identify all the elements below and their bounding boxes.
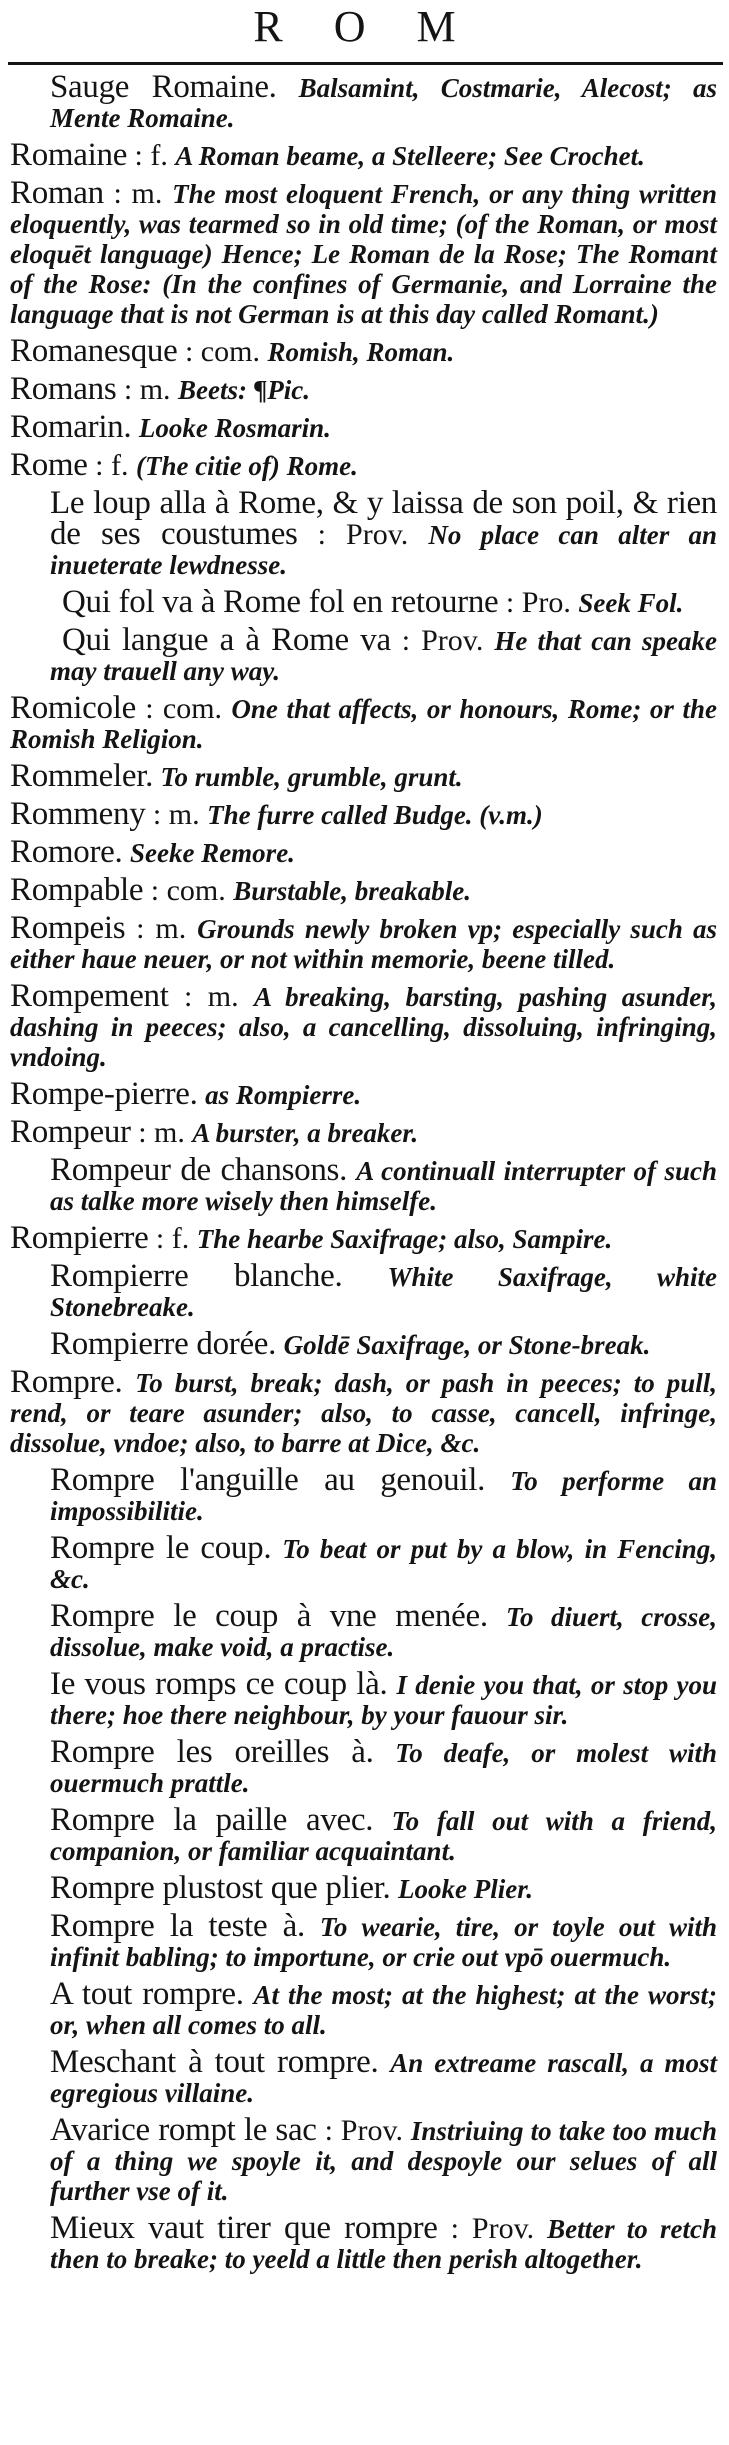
dictionary-entry [10,1802,718,1866]
entry-definition: He that can speake may trauell any way. [50,626,717,686]
entry-headword: Rompement [10,978,169,1014]
entry-definition: To wearie, tire, or toyle out with infinit babling; to importune, or crie out vpō ouermuch. [50,1912,717,1972]
entry-grammar: : f. [134,139,168,172]
entry-definition: An extreame rascall, a most egregious villaine. [50,2048,717,2108]
entry-headword: A tout rompre. [50,1976,244,2012]
entry-grammar: : m. [136,912,187,945]
entry-headword: Sauge Romaine. [50,69,277,105]
entry-headword: Qui fol va à Rome fol en retourne [62,584,499,620]
dictionary-entry [10,1152,717,1216]
entry-definition: A Roman beame, a Stelleere; See Crochet. [175,141,645,171]
dictionary-entry [10,2044,717,2108]
entry-grammar: : m. [152,798,200,831]
entry-definition: Goldē Saxifrage, or Stone-break. [283,1330,651,1360]
dictionary-entry [10,910,718,974]
entry-headword: Roman [10,175,104,211]
dictionary-entry [10,485,718,580]
dictionary-entry [10,1326,717,1362]
dictionary-entry [10,1114,717,1150]
entry-headword: Mieux vaut tirer que rompre [50,2210,438,2246]
entry-grammar: : m. [123,373,171,406]
entry-definition: Seeke Remore. [129,838,295,868]
dictionary-entry [10,1258,717,1322]
entry-definition: To burst, break; dash, or pash in peeces; to pull, rend, or teare asunder; also, to casse, cancell, infringe, dissolue, vndoe; also, to barre at Dice, &c. [10,1368,717,1458]
entry-definition: as Rompierre. [205,1080,362,1110]
entry-grammar: : com. [145,692,223,725]
entry-headword: Rommeny [10,796,146,832]
entry-definition: To deafe, or molest with ouermuch prattle. [50,1738,717,1798]
entry-definition: White Saxifrage, white Stonebreake. [50,1262,717,1322]
entry-headword: Rommeler. [10,758,154,794]
entry-list [10,69,718,2281]
entry-grammar: : Prov. [324,2114,404,2147]
dictionary-entry [10,1364,717,1458]
entry-headword: Rompre les oreilles à. [50,1734,374,1770]
entry-headword: Rompre la paille avec. [50,1802,374,1838]
entry-definition: A breaking, barsting, pashing asunder, dashing in peeces; also, a cancelling, dissoluing, infringing, vndoing. [10,982,718,1072]
entry-grammar: : m. [138,1116,185,1149]
dictionary-entry [10,333,717,369]
entry-headword: Rompre plustost que plier. [50,1870,391,1906]
entry-headword: Rompable [10,872,144,908]
page-title: R O M [253,2,476,51]
dictionary-entry [10,622,717,686]
entry-grammar: : m. [113,177,163,210]
dictionary-entry [10,1666,717,1730]
dictionary-entry [10,834,717,870]
entry-definition: A burster, a breaker. [192,1118,419,1148]
entry-headword: Romaine [10,137,128,173]
entry-definition: At the most; at the highest; at the worst; or, when all comes to all. [50,1980,717,2040]
dictionary-entry [10,175,718,329]
entry-headword: Romicole [10,690,136,726]
entry-definition: Romish, Roman. [267,337,455,367]
entry-headword: Rome [10,447,88,483]
dictionary-entry [10,978,718,1072]
entry-definition: The hearbe Saxifrage; also, Sampire. [196,1224,613,1254]
entry-grammar: : com. [184,335,260,368]
dictionary-entry [10,2210,718,2274]
entry-grammar: : Prov. [450,2212,535,2245]
entry-headword: Rompre l'anguille au genouil. [50,1462,486,1498]
entry-definition: One that affects, or honours, Rome; or the Romish Religion. [10,694,717,754]
entry-definition: (The citie of) Rome. [135,451,358,481]
entry-headword: Rompre. [10,1364,123,1400]
entry-headword: Le loup alla à Rome, & y laissa de son poil, & rien de ses coustumes [50,485,717,552]
header-rule [8,62,723,65]
entry-headword: Romans [10,371,117,407]
entry-headword: Meschant à tout rompre. [50,2044,379,2080]
entry-definition: No place can alter an inueterate lewdnesse. [50,520,718,580]
entry-definition: Balsamint, Costmarie, Alecost; as Mente Romaine. [50,73,718,133]
entry-grammar: : f. [95,449,129,482]
entry-definition: Seek Fol. [578,588,684,618]
dictionary-entry [10,758,717,794]
entry-definition: The most eloquent French, or any thing written eloquently, was tearmed so in old time; (of the Roman, or most eloquēt language) Hence; Le Roman de la Rose; The Romant of the Rose: (In the confines of Germanie, and Lorraine the language that is not German is at this day called Romant.) [10,179,718,329]
dictionary-entry [10,872,717,908]
entry-definition: I denie you that, or stop you there; hoe there neighbour, by your fauour sir. [50,1670,717,1730]
dictionary-entry [10,69,718,133]
dictionary-entry [10,371,717,407]
entry-headword: Rompierre blanche. [50,1258,343,1294]
entry-grammar: : f. [155,1222,190,1255]
entry-grammar: : com. [150,874,226,907]
entry-headword: Rompre le coup à vne menée. [50,1598,488,1634]
entry-definition: To beat or put by a blow, in Fencing, &c. [50,1534,718,1594]
entry-definition: Grounds newly broken vp; especially such as either haue neuer, or not within memorie, beene tilled. [10,914,718,974]
entry-definition: A continuall interrupter of such as talke more wisely then himselfe. [50,1156,717,1216]
entry-grammar: : m. [184,980,239,1013]
entry-definition: To performe an impossibilitie. [50,1466,717,1526]
dictionary-entry [10,1462,717,1526]
dictionary-entry [10,1870,717,1906]
entry-headword: Avarice rompt le sac [50,2112,317,2148]
entry-definition: To rumble, grumble, grunt. [160,762,463,792]
entry-headword: Ie vous romps ce coup là. [50,1666,388,1702]
dictionary-entry [10,1734,717,1798]
entry-headword: Romore. [10,834,123,870]
dictionary-entry [10,447,717,483]
dictionary-entry [10,1598,718,1662]
entry-headword: Romarin. [10,409,132,445]
entry-headword: Qui langue a à Rome va [62,622,391,658]
entry-definition: Looke Rosmarin. [138,413,331,443]
entry-headword: Rompeur [10,1114,131,1150]
entry-headword: Rompeis [10,910,126,946]
dictionary-entry [10,1220,717,1256]
entry-definition: Beets: ¶Pic. [178,375,311,405]
entry-headword: Rompe-pierre. [10,1076,198,1112]
dictionary-entry [10,1076,717,1112]
dictionary-entry [10,584,717,620]
dictionary-entry [10,409,717,445]
entry-grammar: : Pro. [505,586,571,619]
entry-headword: Rompierre [10,1220,149,1256]
entry-headword: Rompre le coup. [50,1530,272,1566]
dictionary-entry [10,1908,717,1972]
dictionary-entry [10,137,717,173]
dictionary-entry [10,690,717,754]
entry-definition: The furre called Budge. (v.m.) [207,800,543,830]
entry-grammar: : Prov. [317,518,409,551]
entry-grammar: : Prov. [401,624,484,657]
entry-headword: Rompeur de chansons. [50,1152,348,1188]
dictionary-entry [10,2112,718,2206]
entry-definition: Better to retch then to breake; to yeeld a little then perish altogether. [50,2214,718,2274]
entry-headword: Romanesque [10,333,178,369]
entry-definition: To diuert, crosse, dissolue, make void, a practise. [50,1602,718,1662]
entry-definition: To fall out with a friend, companion, or familiar acquaintant. [50,1806,718,1866]
dictionary-entry [10,796,717,832]
entry-definition: Instriuing to take too much of a thing we spoyle it, and despoyle our selues of all further vse of it. [50,2116,718,2206]
entry-headword: Rompre la teste à. [50,1908,305,1944]
entry-definition: Burstable, breakable. [233,876,472,906]
dictionary-entry [10,1976,717,2040]
dictionary-entry [10,1530,718,1594]
entry-headword: Rompierre dorée. [50,1326,277,1362]
entry-definition: Looke Plier. [398,1874,533,1904]
